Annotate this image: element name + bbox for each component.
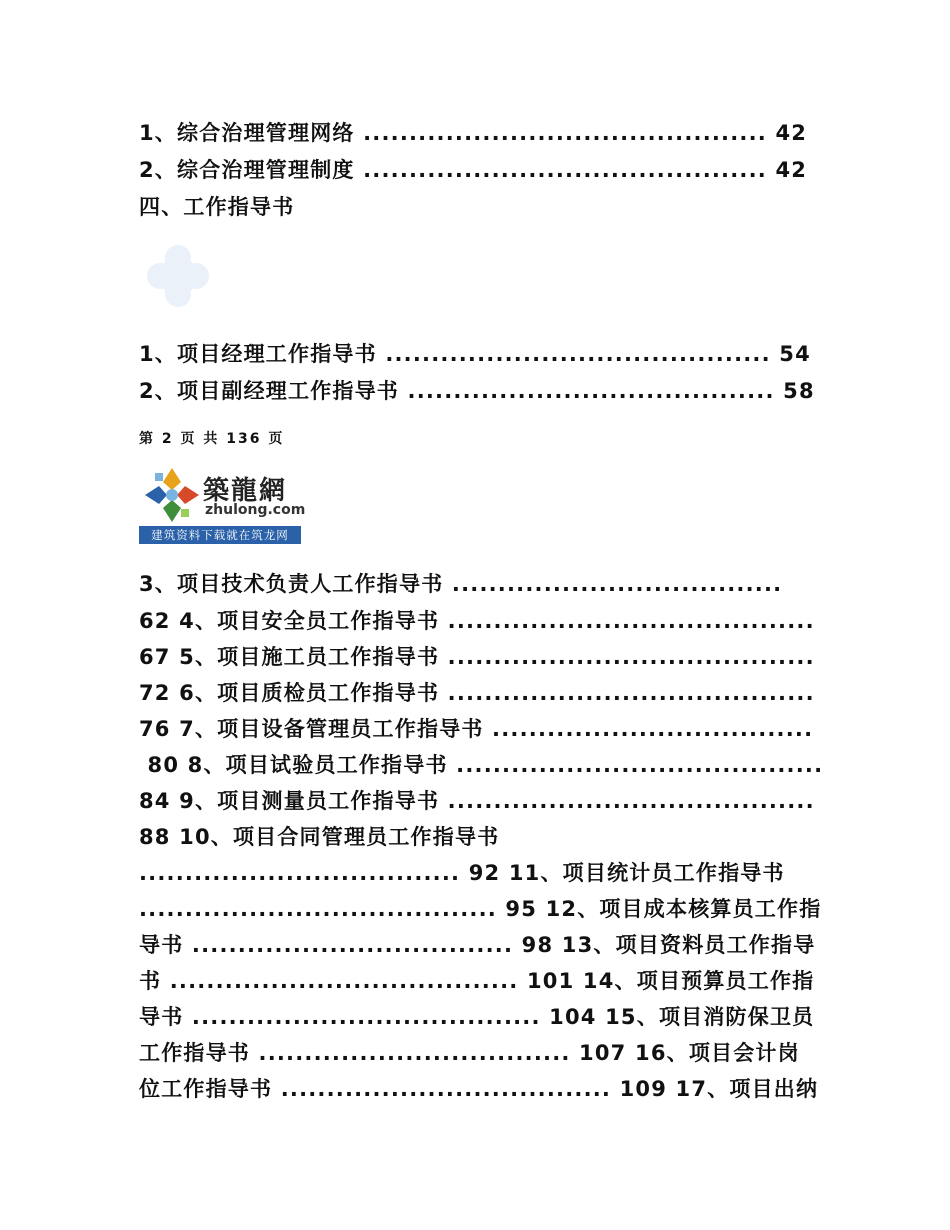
logo-slogan: 建筑资料下载就在筑龙网 <box>139 526 301 544</box>
toc-entry: 导书 ...................................... 104 15、项目消防保卫员 <box>139 1005 815 1029</box>
toc-entry: 工作指导书 .................................. 107 16、项目会计岗 <box>139 1041 800 1065</box>
toc-entry: 3、项目技术负责人工作指导书 .................................... <box>139 572 783 596</box>
toc-entry: 67 5、项目施工员工作指导书 ........................................ <box>139 645 815 669</box>
toc-entry: ....................................... 95 12、项目成本核算员工作指 <box>139 897 822 921</box>
zhulong-logo <box>139 464 306 544</box>
toc-entry: 导书 ................................... 98 13、项目资料员工作指导 <box>139 933 816 957</box>
toc-entry: 72 6、项目质检员工作指导书 ........................................ <box>139 681 815 705</box>
toc-entry: 84 9、项目测量员工作指导书 ........................................ <box>139 789 815 813</box>
toc-entry: 1、项目经理工作指导书 .......................................... 54 <box>139 342 811 366</box>
toc-entry: 1、综合治理管理网络 ............................................ 42 <box>139 121 808 145</box>
logo-domain: zhulong.com <box>205 502 306 518</box>
section-heading: 四、工作指导书 <box>139 195 295 219</box>
toc-entry: 位工作指导书 .................................... 109 17、项目出纳 <box>139 1077 819 1101</box>
toc-entry: 88 10、项目合同管理员工作指导书 <box>139 825 500 849</box>
watermark-logo-icon <box>140 238 216 314</box>
zhulong-pinwheel-icon <box>141 464 203 526</box>
logo-chinese-name: 築龍網 <box>203 476 288 506</box>
toc-entry: 76 7、项目设备管理员工作指导书 ................................... <box>139 717 814 741</box>
toc-entry: 2、项目副经理工作指导书 ........................................ 58 <box>139 379 815 403</box>
toc-entry: 书 ...................................... 101 14、项目预算员工作指 <box>139 969 815 993</box>
page-footer: 第 2 页 共 136 页 <box>139 431 285 447</box>
toc-entry: 80 8、项目试验员工作指导书 ........................................ <box>139 753 824 777</box>
toc-entry: 2、综合治理管理制度 ............................................ 42 <box>139 158 808 182</box>
toc-entry: ................................... 92 11、项目统计员工作指导书 <box>139 861 785 885</box>
toc-entry: 62 4、项目安全员工作指导书 ........................................ <box>139 609 815 633</box>
